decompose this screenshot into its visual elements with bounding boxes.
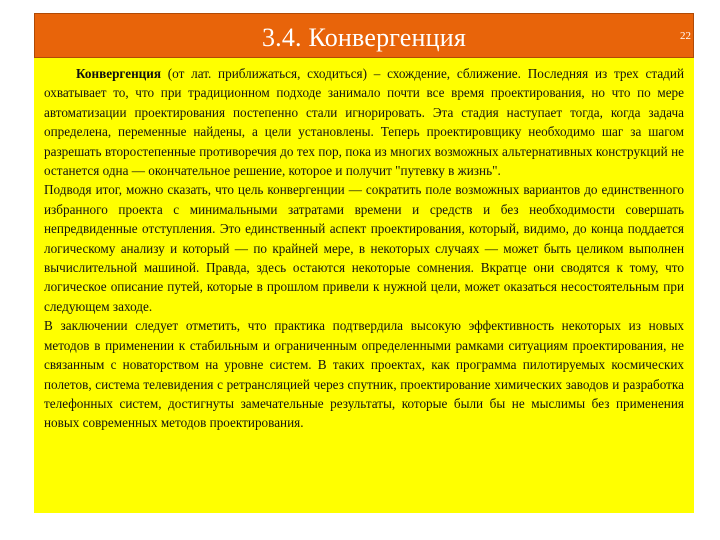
page-number: 22 [680,30,691,42]
slide-title-bar [34,13,694,58]
slide-title: 3.4. Конвергенция [261,23,467,52]
paragraph-conclusion: В заключении следует отметить, что практика подтвердила высокую эффективность некоторых из новых методов в применении к стабильным и ограниченным определенными рамками ситуациям проектирования, не связанным с новаторством на уровне систем. В таких проектах, как программа пилотируемых космических полетов, система телевидения с ретрансляцией через спутник, проектирование химических заводов и разработка телефонных систем, достигнуты замечательные результаты, которые были бы не мыслимы без применения новых современных методов проектирования. [44,318,684,431]
paragraph-definition [44,64,684,180]
content-box [34,58,694,513]
term-convergence: Конвергенция [76,66,162,81]
paragraph-definition-text: (от лат. приближаться, сходиться) – схождение, сближение. Последняя из трех стадий охватывает то, что при традиционном подходе занимало почти все время проектирования, но что по мере автоматизации проектирования постепенно стали игнорировать. Эта стадия наступает тогда, когда задача определена, переменные найдены, а цели установлены. Теперь проектировщику необходимо шаг за шагом разрешать второстепенные противоречия до тех пор, пока из многих возможных альтернативных конструкций не останется одна — окончательное решение, которое и получит "путевку в жизнь". [44,66,684,179]
paragraph-summary: Подводя итог, можно сказать, что цель конвергенции — сократить поле возможных вариантов до единственного избранного проекта с минимальными затратами времени и средств и без необходимости совершать непредвиденные отступления. Это единственный аспект проектирования, который, видимо, до конца поддается логическому анализу и который — по крайней мере, в некоторых случаях — может быть целиком выполнен вычислительной машиной. Правда, здесь остаются некоторые сомнения. Вкратце они сводятся к тому, что логическое описание путей, которые в прошлом привели к нужной цели, может оказаться несостоятельным при следующем заходе. [44,182,684,314]
